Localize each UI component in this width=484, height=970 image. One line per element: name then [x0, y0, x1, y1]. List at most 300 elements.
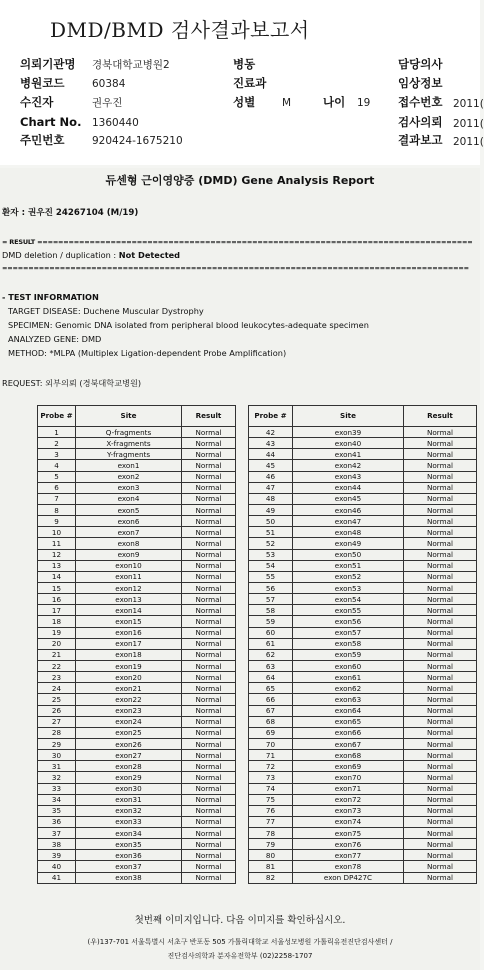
site-cell: exon15: [76, 616, 182, 627]
table-row: [249, 694, 477, 705]
site-cell: exon48: [293, 527, 404, 538]
probe-number-cell: 71: [249, 750, 293, 761]
probe-number-cell: 68: [249, 716, 293, 727]
site-cell: exon60: [293, 660, 404, 671]
site-cell: exon30: [76, 783, 182, 794]
result-cell: Normal: [182, 694, 236, 705]
site-cell: exon62: [293, 683, 404, 694]
site-cell: exon63: [293, 694, 404, 705]
table-row: [38, 627, 236, 638]
result-cell: Normal: [404, 638, 477, 649]
table-row: [249, 427, 477, 438]
result-cell: Normal: [182, 738, 236, 749]
site-cell: exon4: [76, 493, 182, 504]
table-row: [249, 616, 477, 627]
result-cell: Normal: [404, 872, 477, 883]
table-row: [249, 438, 477, 449]
receipt-no-value: 2011(: [453, 98, 484, 110]
probe-number-cell: 55: [249, 571, 293, 582]
table-row: [38, 638, 236, 649]
result-cell: Normal: [182, 582, 236, 593]
table-row: [38, 816, 236, 827]
probe-number-cell: 65: [249, 683, 293, 694]
table-row: [38, 538, 236, 549]
site-cell: exon44: [293, 482, 404, 493]
site-cell: exon1: [76, 460, 182, 471]
table-row: [249, 839, 477, 850]
site-cell: exon64: [293, 705, 404, 716]
site-cell: exon42: [293, 460, 404, 471]
site-cell: exon36: [76, 850, 182, 861]
site-cell: exon3: [76, 482, 182, 493]
table-row: [249, 716, 477, 727]
probe-number-cell: 52: [249, 538, 293, 549]
table-row: [38, 504, 236, 515]
site-cell: exon78: [293, 861, 404, 872]
site-cell: exon9: [76, 549, 182, 560]
result-column-header: Result: [404, 406, 477, 427]
probe-number-cell: 33: [38, 783, 76, 794]
table-row: [38, 683, 236, 694]
table-row: [38, 672, 236, 683]
site-cell: exon71: [293, 783, 404, 794]
table-row: [249, 460, 477, 471]
result-cell: Normal: [182, 460, 236, 471]
site-cell: exon76: [293, 839, 404, 850]
probe-number-cell: 10: [38, 527, 76, 538]
site-cell: exon50: [293, 549, 404, 560]
site-cell: exon8: [76, 538, 182, 549]
table-row: [249, 482, 477, 493]
result-cell: Normal: [182, 493, 236, 504]
site-cell: exon39: [293, 427, 404, 438]
table-row: [38, 850, 236, 861]
site-cell: exon29: [76, 772, 182, 783]
table-row: [38, 805, 236, 816]
chart-no-value: 1360440: [92, 117, 139, 129]
result-cell: Normal: [182, 627, 236, 638]
probe-number-cell: 67: [249, 705, 293, 716]
probe-number-cell: 79: [249, 839, 293, 850]
table-row: [38, 471, 236, 482]
site-cell: exon27: [76, 750, 182, 761]
probe-number-cell: 11: [38, 538, 76, 549]
result-cell: Normal: [404, 694, 477, 705]
site-cell: exon7: [76, 527, 182, 538]
probe-number-cell: 62: [249, 649, 293, 660]
site-column-header: Site: [76, 406, 182, 427]
table-row: [249, 516, 477, 527]
site-cell: exon24: [76, 716, 182, 727]
probe-table-right: [248, 405, 477, 884]
result-cell: Normal: [404, 716, 477, 727]
probe-number-cell: 5: [38, 471, 76, 482]
request-date-label: 검사의뢰: [398, 115, 443, 129]
table-row: [249, 504, 477, 515]
result-cell: Normal: [182, 828, 236, 839]
result-value: Not Detected: [118, 250, 181, 260]
table-row: [38, 761, 236, 772]
site-cell: exon55: [293, 605, 404, 616]
specimen: SPECIMEN: Genomic DNA isolated from peripheral blood leukocytes-adequate specimen: [8, 320, 369, 330]
probe-number-cell: 34: [38, 794, 76, 805]
site-cell: exon53: [293, 582, 404, 593]
report-date-value: 2011(: [453, 136, 484, 148]
result-cell: Normal: [182, 861, 236, 872]
result-cell: Normal: [404, 761, 477, 772]
age-label: 나이: [323, 95, 346, 109]
probe-number-cell: 78: [249, 828, 293, 839]
result-cell: Normal: [182, 805, 236, 816]
report-title: 듀센형 근이영양증 (DMD) Gene Analysis Report: [105, 174, 375, 187]
site-cell: exon59: [293, 649, 404, 660]
table-row: [249, 850, 477, 861]
institution-label: 의뢰기관명: [20, 57, 76, 71]
site-cell: exon43: [293, 471, 404, 482]
table-row: [38, 772, 236, 783]
result-rule: =========================================================================================: [2, 264, 469, 272]
probe-number-cell: 28: [38, 727, 76, 738]
target-disease: TARGET DISEASE: Duchene Muscular Dystrophy: [8, 306, 204, 316]
document-title: DMD/BMD 검사결과보고서: [50, 18, 310, 42]
probe-number-cell: 19: [38, 627, 76, 638]
table-row: [38, 549, 236, 560]
site-cell: exon61: [293, 672, 404, 683]
probe-number-cell: 82: [249, 872, 293, 883]
site-cell: exon74: [293, 816, 404, 827]
result-cell: Normal: [404, 438, 477, 449]
table-row: [249, 493, 477, 504]
probe-number-cell: 48: [249, 493, 293, 504]
result-cell: Normal: [404, 482, 477, 493]
test-info-heading: - TEST INFORMATION: [2, 292, 99, 302]
site-cell: exon73: [293, 805, 404, 816]
result-cell: Normal: [182, 839, 236, 850]
table-row: [38, 493, 236, 504]
probe-number-cell: 24: [38, 683, 76, 694]
probe-number-cell: 53: [249, 549, 293, 560]
site-cell: exon14: [76, 605, 182, 616]
probe-number-cell: 3: [38, 449, 76, 460]
probe-number-cell: 58: [249, 605, 293, 616]
result-cell: Normal: [404, 805, 477, 816]
site-cell: exon12: [76, 582, 182, 593]
probe-number-cell: 18: [38, 616, 76, 627]
site-cell: exon6: [76, 516, 182, 527]
probe-number-cell: 7: [38, 493, 76, 504]
result-cell: Normal: [404, 738, 477, 749]
patient-value: 권우진: [92, 97, 123, 109]
table-row: [38, 649, 236, 660]
table-row: [249, 861, 477, 872]
resident-no-value: 920424-1675210: [92, 135, 183, 147]
site-cell: exon22: [76, 694, 182, 705]
site-cell: exon67: [293, 738, 404, 749]
site-cell: exon31: [76, 794, 182, 805]
report-date-label: 결과보고: [398, 133, 443, 147]
result-cell: Normal: [404, 816, 477, 827]
probe-number-cell: 57: [249, 594, 293, 605]
result-cell: Normal: [404, 504, 477, 515]
probe-number-cell: 51: [249, 527, 293, 538]
result-cell: Normal: [182, 516, 236, 527]
table-row: [249, 660, 477, 671]
table-row: [249, 772, 477, 783]
probe-number-cell: 77: [249, 816, 293, 827]
result-cell: Normal: [182, 660, 236, 671]
site-cell: exon17: [76, 638, 182, 649]
site-cell: exon11: [76, 571, 182, 582]
site-cell: exon26: [76, 738, 182, 749]
result-cell: Normal: [404, 560, 477, 571]
table-row: [249, 738, 477, 749]
probe-number-cell: 64: [249, 672, 293, 683]
result-cell: Normal: [404, 527, 477, 538]
site-column-header: Site: [293, 406, 404, 427]
table-row: [38, 727, 236, 738]
table-row: [38, 438, 236, 449]
table-row: [38, 427, 236, 438]
site-cell: exon49: [293, 538, 404, 549]
result-cell: Normal: [404, 839, 477, 850]
table-row: [38, 594, 236, 605]
table-row: [38, 828, 236, 839]
institution-value: 경북대학교병원2: [92, 59, 170, 71]
table-row: [38, 582, 236, 593]
table-row: [249, 727, 477, 738]
result-column-header: Result: [182, 406, 236, 427]
probe-number-cell: 61: [249, 638, 293, 649]
site-cell: exon69: [293, 761, 404, 772]
result-cell: Normal: [404, 727, 477, 738]
result-cell: Normal: [404, 705, 477, 716]
probe-number-cell: 73: [249, 772, 293, 783]
probe-number-cell: 27: [38, 716, 76, 727]
site-cell: exon16: [76, 627, 182, 638]
result-cell: Normal: [182, 716, 236, 727]
result-cell: Normal: [182, 571, 236, 582]
probe-number-cell: 31: [38, 761, 76, 772]
table-row: [38, 605, 236, 616]
address-line-1: (우)137-701 서울특별시 서초구 반포동 505 가톨릭대학교 서울성모병원 가톨릭유전진단검사센터 /: [87, 938, 393, 946]
probe-number-cell: 49: [249, 504, 293, 515]
table-row: [249, 705, 477, 716]
result-cell: Normal: [182, 672, 236, 683]
result-cell: Normal: [404, 861, 477, 872]
table-row: [249, 872, 477, 883]
hospital-code-label: 병원코드: [20, 76, 65, 90]
result-cell: Normal: [182, 427, 236, 438]
result-cell: Normal: [182, 438, 236, 449]
analyzed-gene: ANALYZED GENE: DMD: [8, 334, 102, 344]
result-cell: Normal: [182, 750, 236, 761]
probe-number-cell: 46: [249, 471, 293, 482]
table-row: [249, 672, 477, 683]
table-row: [38, 516, 236, 527]
table-row: [249, 783, 477, 794]
table-row: [249, 638, 477, 649]
table-row: [38, 839, 236, 850]
patient-label: 수진자: [20, 95, 54, 109]
probe-number-cell: 30: [38, 750, 76, 761]
site-cell: Y-fragments: [76, 449, 182, 460]
table-row: [249, 527, 477, 538]
site-cell: exon18: [76, 649, 182, 660]
probe-number-cell: 42: [249, 427, 293, 438]
result-cell: Normal: [182, 605, 236, 616]
probe-number-cell: 17: [38, 605, 76, 616]
site-cell: exon10: [76, 560, 182, 571]
probe-number-cell: 21: [38, 649, 76, 660]
probe-column-header: Probe #: [38, 406, 76, 427]
probe-number-cell: 60: [249, 627, 293, 638]
probe-number-cell: 20: [38, 638, 76, 649]
result-cell: Normal: [404, 672, 477, 683]
probe-number-cell: 54: [249, 560, 293, 571]
probe-number-cell: 37: [38, 828, 76, 839]
result-cell: Normal: [182, 560, 236, 571]
probe-number-cell: 1: [38, 427, 76, 438]
result-cell: Normal: [182, 549, 236, 560]
site-cell: exon54: [293, 594, 404, 605]
result-cell: Normal: [404, 783, 477, 794]
probe-number-cell: 40: [38, 861, 76, 872]
probe-number-cell: 8: [38, 504, 76, 515]
site-cell: exon68: [293, 750, 404, 761]
result-cell: Normal: [182, 761, 236, 772]
result-cell: Normal: [404, 750, 477, 761]
probe-number-cell: 29: [38, 738, 76, 749]
site-cell: exon21: [76, 683, 182, 694]
table-row: [249, 805, 477, 816]
probe-number-cell: 15: [38, 582, 76, 593]
site-cell: exon40: [293, 438, 404, 449]
probe-number-cell: 14: [38, 571, 76, 582]
address-line-2: 진단검사의학과 분자유전학부 (02)2258-1707: [167, 952, 313, 960]
site-cell: exon19: [76, 660, 182, 671]
result-line-label: DMD deletion / duplication :: [2, 250, 119, 260]
table-row: [38, 616, 236, 627]
result-cell: Normal: [404, 616, 477, 627]
result-cell: Normal: [182, 449, 236, 460]
site-cell: exon72: [293, 794, 404, 805]
request-date-value: 2011(: [453, 118, 484, 130]
site-cell: exon58: [293, 638, 404, 649]
probe-number-cell: 66: [249, 694, 293, 705]
site-cell: exon45: [293, 493, 404, 504]
site-cell: exon2: [76, 471, 182, 482]
age-value: 19: [357, 97, 371, 109]
site-cell: exon75: [293, 828, 404, 839]
result-cell: Normal: [182, 727, 236, 738]
site-cell: exon5: [76, 504, 182, 515]
table-row: [38, 694, 236, 705]
table-row: [38, 527, 236, 538]
probe-number-cell: 2: [38, 438, 76, 449]
site-cell: exon20: [76, 672, 182, 683]
site-cell: exon51: [293, 560, 404, 571]
result-cell: Normal: [404, 471, 477, 482]
site-cell: exon41: [293, 449, 404, 460]
image-notice: 첫번째 이미지입니다. 다음 이미지를 확인하십시오.: [134, 915, 346, 926]
result-cell: Normal: [182, 527, 236, 538]
probe-number-cell: 23: [38, 672, 76, 683]
site-cell: exon DP427C: [293, 872, 404, 883]
result-cell: Normal: [182, 482, 236, 493]
result-cell: Normal: [182, 705, 236, 716]
probe-number-cell: 56: [249, 582, 293, 593]
result-cell: Normal: [404, 794, 477, 805]
probe-number-cell: 16: [38, 594, 76, 605]
probe-number-cell: 74: [249, 783, 293, 794]
site-cell: Q-fragments: [76, 427, 182, 438]
site-cell: exon37: [76, 861, 182, 872]
site-cell: exon32: [76, 805, 182, 816]
probe-number-cell: 76: [249, 805, 293, 816]
site-cell: exon56: [293, 616, 404, 627]
table-row: [249, 571, 477, 582]
probe-number-cell: 25: [38, 694, 76, 705]
ward-label: 병동: [233, 57, 256, 71]
site-cell: exon46: [293, 504, 404, 515]
probe-table-left: [37, 405, 236, 884]
sex-label: 성별: [233, 95, 256, 109]
table-row: [249, 549, 477, 560]
result-cell: Normal: [404, 582, 477, 593]
table-row: [249, 761, 477, 772]
probe-number-cell: 4: [38, 460, 76, 471]
table-row: [249, 828, 477, 839]
receipt-no-label: 접수번호: [398, 95, 443, 109]
site-cell: exon38: [76, 872, 182, 883]
result-cell: Normal: [182, 794, 236, 805]
site-cell: X-fragments: [76, 438, 182, 449]
result-cell: Normal: [182, 783, 236, 794]
result-cell: Normal: [404, 627, 477, 638]
result-cell: Normal: [404, 605, 477, 616]
table-row: [38, 560, 236, 571]
site-cell: exon65: [293, 716, 404, 727]
site-cell: exon23: [76, 705, 182, 716]
sex-value: M: [282, 97, 292, 109]
result-cell: Normal: [182, 649, 236, 660]
result-cell: Normal: [182, 816, 236, 827]
result-cell: Normal: [404, 828, 477, 839]
table-row: [38, 449, 236, 460]
probe-number-cell: 43: [249, 438, 293, 449]
probe-number-cell: 47: [249, 482, 293, 493]
chart-no-label: Chart No.: [20, 115, 82, 129]
table-row: [38, 460, 236, 471]
table-row: [249, 794, 477, 805]
probe-number-cell: 38: [38, 839, 76, 850]
patient-line: 환자 : 권우진 24267104 (M/19): [2, 208, 139, 218]
table-row: [249, 750, 477, 761]
probe-number-cell: 44: [249, 449, 293, 460]
table-row: [38, 794, 236, 805]
result-cell: Normal: [404, 660, 477, 671]
probe-number-cell: 63: [249, 660, 293, 671]
table-row: [38, 861, 236, 872]
result-cell: Normal: [182, 850, 236, 861]
probe-number-cell: 9: [38, 516, 76, 527]
probe-number-cell: 41: [38, 872, 76, 883]
probe-column-header: Probe #: [249, 406, 293, 427]
result-cell: Normal: [404, 594, 477, 605]
table-row: [249, 449, 477, 460]
department-label: 진료과: [233, 76, 267, 90]
probe-number-cell: 13: [38, 560, 76, 571]
